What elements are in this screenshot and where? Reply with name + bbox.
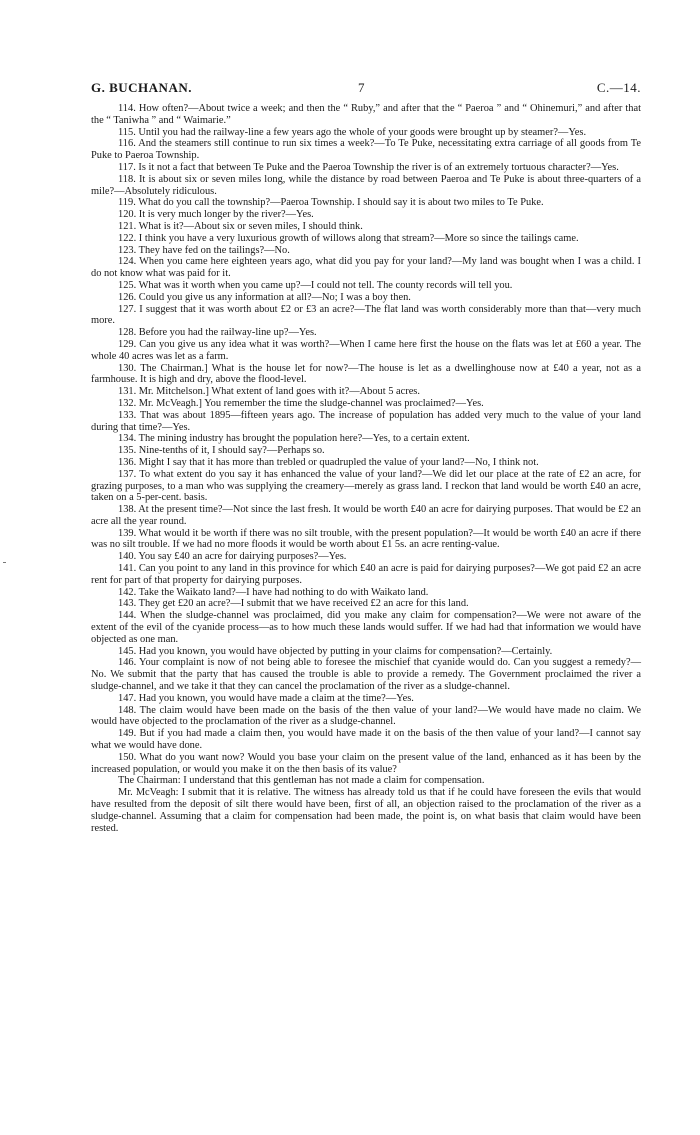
- paragraph-138: 138. At the present time?—Not since the last fresh. It would be worth £40 an acre for dairying purposes. That would be £2 an acre all the year round.: [91, 504, 641, 527]
- paragraph-141: 141. Can you point to any land in this province for which £40 an acre is paid for dairying purposes?—We got paid £2 an acre rent for part of that property for dairying purposes.: [91, 563, 641, 586]
- paragraph-134: 134. The mining industry has brought the population here?—Yes, to a certain extent.: [118, 433, 470, 445]
- paragraph-140: 140. You say £40 an acre for dairying purposes?—Yes.: [118, 551, 347, 563]
- paragraph-150: 150. What do you want now? Would you base your claim on the present value of the land, enhanced as it has been by the increased population, or would you make it on the then basis of its value?: [91, 751, 641, 775]
- paragraph-133: 133. That was about 1895—fifteen years ago. The increase of population has added very much to the value of your land during that time?—Yes.: [91, 409, 641, 433]
- paragraph-126: 126. Could you give us any information at all?—No; I was a boy then.: [118, 291, 411, 303]
- paragraph-114: 114. How often?—About twice a week; and then the “ Ruby,” and after that the “ Paeroa ” and “ Ohinemuri,” and after that the “ Taniwha ” and “ Waimarie.”: [91, 103, 641, 126]
- paragraph-117: 117. Is it not a fact that between Te Puke and the Paeroa Township the river is of an extremely tortuous character?—Yes.: [118, 161, 619, 173]
- chairman-statement: The Chairman: I understand that this gentleman has not made a claim for compensation.: [118, 775, 485, 787]
- page-header: [91, 80, 641, 100]
- paragraph-127: 127. I suggest that it was worth about £2 or £3 an acre?—The flat land was worth considerably more than that—very much more.: [91, 303, 641, 327]
- paragraph-120: 120. It is very much longer by the river?—Yes.: [118, 209, 314, 221]
- paragraph-123: 123. They have fed on the tailings?—No.: [118, 244, 290, 256]
- paragraph-137: 137. To what extent do you say it has enhanced the value of your land?—We did let our place at the rate of £2 an acre, for grazing purposes, to a man who was supplying the creamery—merely as grass land. I reckon that land would be worth £40 an acre, taken on a 5-per-cent. basis.: [91, 468, 641, 504]
- paragraph-131: 131. Mr. Mitchelson.] What extent of land goes with it?—About 5 acres.: [118, 386, 420, 398]
- paragraph-145: 145. Had you known, you would have objected by putting in your claims for compensation?—Certainly.: [118, 645, 553, 657]
- paragraph-129: 129. Can you give us any idea what it was worth?—When I came here first the house on the flats was let at £60 a year. The whole 40 acres was let as a farm.: [91, 338, 641, 362]
- paragraph-147: 147. Had you known, you would have made a claim at the time?—Yes.: [118, 692, 414, 704]
- paragraph-130: 130. The Chairman.] What is the house let for now?—The house is let as a dwellinghouse now at £40 a year, not as a farmhouse. It is high and dry, above the flood-level.: [91, 362, 641, 386]
- paragraph-128: 128. Before you had the railway-line up?—Yes.: [118, 327, 317, 339]
- document-body: [91, 103, 641, 834]
- paragraph-136: 136. Might I say that it has more than trebled or quadrupled the value of your land?—No, I think not.: [118, 456, 539, 468]
- paragraph-115: 115. Until you had the railway-line a few years ago the whole of your goods were brought up by steamer?—Yes.: [118, 126, 587, 138]
- paragraph-116: 116. And the steamers still continue to run six times a week?—To Te Puke, necessitating extra carriage of all goods from Te Puke to Paeroa Township.: [91, 138, 641, 162]
- paragraph-144: 144. When the sludge-channel was proclaimed, did you make any claim for compensation?—We were not aware of the extent of the evil of the cyanide process—as to how much these lands would suffer. If we had had that information we would have objected as one man.: [91, 610, 641, 645]
- paragraph-135: 135. Nine-tenths of it, I should say?—Perhaps so.: [118, 445, 325, 457]
- paragraph-143: 143. They get £20 an acre?—I submit that we have received £2 an acre for this land.: [118, 598, 469, 610]
- header-witness-name: G. BUCHANAN.: [91, 80, 192, 95]
- paragraph-148: 148. The claim would have been made on the basis of the then value of your land?—We would have made no claim. We would have objected to the proclamation of the river as a sludge-channel.: [91, 704, 641, 728]
- paragraph-121: 121. What is it?—About six or seven miles, I should think.: [118, 220, 363, 232]
- paragraph-146: 146. Your complaint is now of not being able to foresee the mischief that cyanide would do. Can you suggest a remedy?—No. We submit that the party that has caused the trouble is able to provide a remedy. The Government proclaimed the river a sludge-channel, and we take it that they can cancel the proclamation of the river as a sludge-channel.: [91, 657, 641, 693]
- document-reference: C.—14.: [596, 80, 641, 95]
- paragraph-124: 124. When you came here eighteen years ago, what did you pay for your land?—My land was bought when I was a child. I do not know what was paid for it.: [91, 256, 641, 280]
- margin-mark: [3, 562, 6, 563]
- mcveagh-statement: Mr. McVeagh: I submit that it is relative. The witness has already told us that if he could have foreseen the evils that would have resulted from the deposit of silt there would have been, first of all, an objection raised to the proclamation of the river as a sludge-channel. Assuming that a claim for compensation had been made, the point is, on what basis that claim would have been rested.: [91, 787, 641, 834]
- paragraph-149: 149. But if you had made a claim then, you would have made it on the basis of the then value of your land?—I cannot say what we would have done.: [91, 728, 641, 752]
- paragraph-139: 139. What would it be worth if there was no silt trouble, with the present population?—It would be worth £40 an acre if there was no silt trouble. If we had no more floods it would be worth about £1 5s. an acre renting-value.: [91, 527, 641, 551]
- paragraph-122: 122. I think you have a very luxurious growth of willows along that stream?—More so since the tailings came.: [118, 232, 579, 244]
- paragraph-118: 118. It is about six or seven miles long, while the distance by road between Paeroa and Te Puke is about three-quarters of a mile?—Absolutely ridiculous.: [91, 173, 641, 197]
- paragraph-125: 125. What was it worth when you came up?—I could not tell. The county records will tell you.: [118, 279, 513, 291]
- page-number: 7: [358, 80, 365, 95]
- paragraph-119: 119. What do you call the township?—Paeroa Township. I should say it is about two miles to Te Puke.: [118, 197, 544, 209]
- paragraph-142: 142. Take the Waikato land?—I have had nothing to do with Waikato land.: [118, 586, 429, 598]
- paragraph-132: 132. Mr. McVeagh.] You remember the time the sludge-channel was proclaimed?—Yes.: [118, 397, 484, 409]
